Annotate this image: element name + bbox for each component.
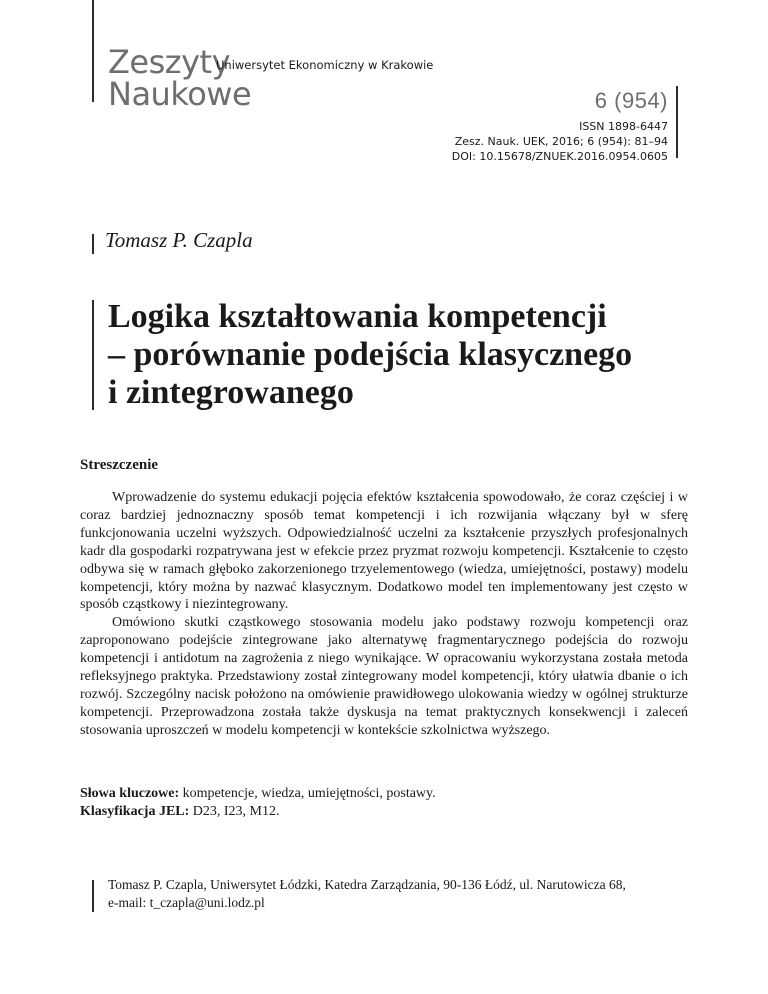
affiliation-rule bbox=[92, 880, 94, 912]
doi: DOI: 10.15678/ZNUEK.2016.0954.0605 bbox=[451, 150, 668, 163]
jel-value: D23, I23, M12. bbox=[189, 804, 280, 819]
affiliation-email: e-mail: t_czapla@uni.lodz.pl bbox=[108, 894, 265, 910]
abstract-paragraph-1: Wprowadzenie do systemu edukacji pojęcia efektów kształcenia spowodowało, że coraz częściej i w coraz bardziej jednoznaczny sposób temat kompetencji i ich rozwijania włączany był w sferę funkcjonowania uczelni wyższych. Odpowiedzialność uczelni za kształcenie przyszłych profesjonalnych kadr dla gospodarki rozpatrywana jest w efekcie przez pryzmat rozwoju kompetencji. Kształcenie to często odbywa się w ramach głęboko zakorzenionego trzyelementowego (wiedza, umiejętności, postawy) modelu kompetencji, który można by nazwać klasycznym. Dodatkowo model ten implementowany jest często w sposób cząstkowy i niezintegrowany. bbox=[80, 490, 688, 613]
keywords-value: kompetencje, wiedza, umiejętności, postawy. bbox=[179, 786, 436, 801]
jel-label: Klasyfikacja JEL: bbox=[80, 804, 190, 819]
affiliation-line-1: Tomasz P. Czapla, Uniwersytet Łódzki, Katedra Zarządzania, 90-136 Łódź, ul. Narutowicza 68, bbox=[108, 877, 626, 892]
publication-meta bbox=[452, 119, 668, 164]
abstract-body bbox=[80, 489, 688, 740]
header-rule-right bbox=[676, 86, 678, 158]
title-rule bbox=[92, 300, 94, 410]
keywords-block bbox=[80, 785, 688, 821]
title-line-2: – porównanie podejścia klasycznego bbox=[108, 336, 633, 373]
jel-line bbox=[80, 803, 688, 821]
citation: Zesz. Nauk. UEK, 2016; 6 (954): 81–94 bbox=[454, 135, 668, 148]
article-title bbox=[108, 298, 708, 412]
author-rule bbox=[92, 234, 94, 254]
logo-line-2: Naukowe bbox=[108, 75, 252, 113]
title-line-3: i zintegrowanego bbox=[108, 374, 354, 411]
keywords-line bbox=[80, 785, 688, 803]
keywords-label: Słowa kluczowe: bbox=[80, 786, 180, 801]
abstract-paragraph-2: Omówiono skutki cząstkowego stosowania modelu jako podstawy rozwoju kompetencji oraz zaproponowano podejście zintegrowane jako alternatywę fragmentarycznego podejścia do rozwoju kompetencji i antidotum na zagrożenia z niego wynikające. W opracowaniu wykorzystana została metoda refleksyjnego praktyka. Przedstawiony został zintegrowany model kompetencji, który ułatwia dbanie o ich rozwój. Szczególny nacisk położono na omówienie prawidłowego ulokowania wiedzy w ogólnej strukturze kompetencji. Przeprowadzona została także dyskusja na temat praktycznych konsekwencji i zaleceń stosowania uproszczeń w modelu kompetencji w kontekście szkolnictwa wyższego. bbox=[80, 615, 688, 738]
logo-line-1: Zeszyty bbox=[108, 43, 230, 81]
issue-number: 6 (954) bbox=[594, 88, 668, 113]
author-name: Tomasz P. Czapla bbox=[105, 228, 253, 252]
abstract-heading: Streszczenie bbox=[80, 457, 159, 473]
issn: ISSN 1898-6447 bbox=[579, 120, 668, 133]
journal-logo bbox=[108, 43, 252, 113]
university-name: Uniwersytet Ekonomiczny w Krakowie bbox=[216, 58, 434, 72]
header-rule-left bbox=[92, 0, 94, 102]
title-line-1: Logika kształtowania kompetencji bbox=[108, 298, 607, 335]
author-affiliation bbox=[108, 876, 698, 911]
